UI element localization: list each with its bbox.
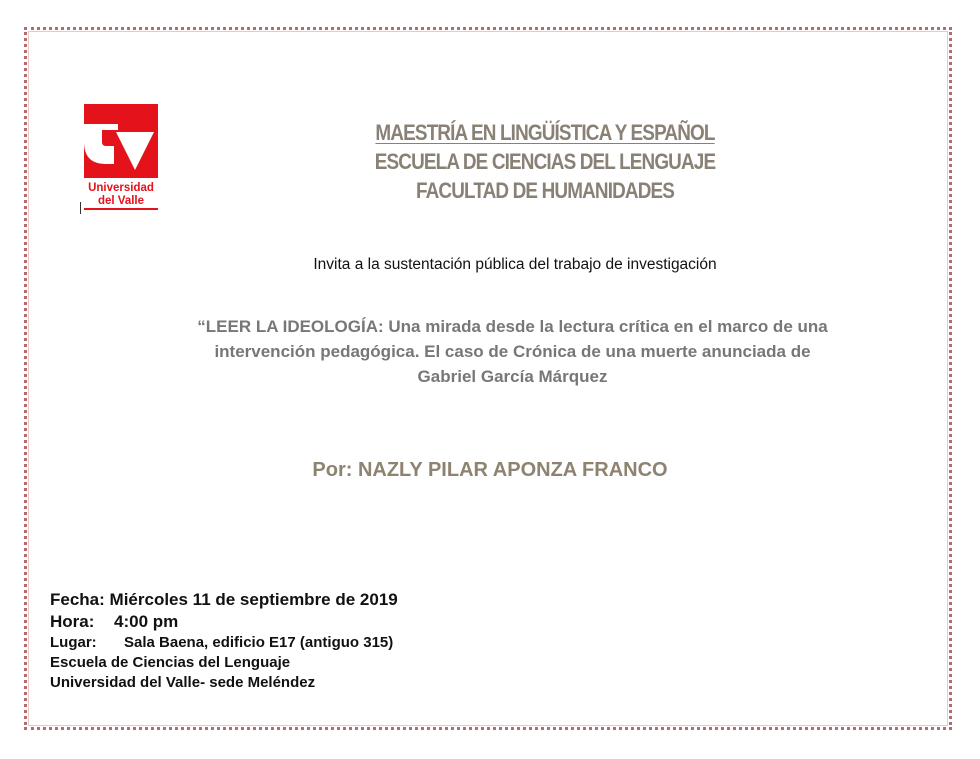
event-details — [50, 589, 650, 693]
date-row — [50, 589, 650, 611]
invitation-text: Invita a la sustentación pública del trabajo de investigación — [313, 256, 717, 273]
time-row — [50, 611, 650, 633]
place-value: Sala Baena, edificio E17 (antiguo 315) — [124, 634, 394, 651]
thesis-title — [120, 314, 905, 389]
university-line: Universidad del Valle- sede Meléndez — [50, 674, 316, 691]
thesis-title-line1: “LEER LA IDEOLOGÍA: Una mirada desde la lectura crítica en el marco de una — [197, 317, 828, 336]
time-label: Hora: — [50, 612, 95, 631]
header-faculty: FACULTAD DE HUMANIDADES — [415, 178, 675, 203]
univalle-logo-icon — [80, 102, 162, 214]
header-program: MAESTRÍA EN LINGÜÍSTICA Y ESPAÑOL — [375, 120, 715, 145]
date-value: Miércoles 11 de septiembre de 2019 — [109, 590, 398, 609]
logo-text-line1: Universidad — [88, 182, 154, 194]
thesis-title-line2: intervención pedagógica. El caso de Crónica de una muerte anunciada de — [214, 342, 811, 361]
header-school: ESCUELA DE CIENCIAS DEL LENGUAJE — [374, 149, 716, 174]
university-logo — [80, 102, 162, 214]
date-label: Fecha: — [50, 590, 105, 609]
program-header — [360, 118, 730, 205]
school-line: Escuela de Ciencias del Lenguaje — [50, 654, 291, 671]
place-row — [50, 633, 650, 653]
author-name: Por: NAZLY PILAR APONZA FRANCO — [312, 459, 668, 481]
text-cursor-mark — [80, 202, 81, 214]
time-value: 4:00 pm — [114, 612, 179, 631]
thesis-title-line3: Gabriel García Márquez — [417, 367, 608, 386]
logo-text-line2: del Valle — [97, 195, 145, 207]
place-label: Lugar: — [50, 634, 97, 651]
